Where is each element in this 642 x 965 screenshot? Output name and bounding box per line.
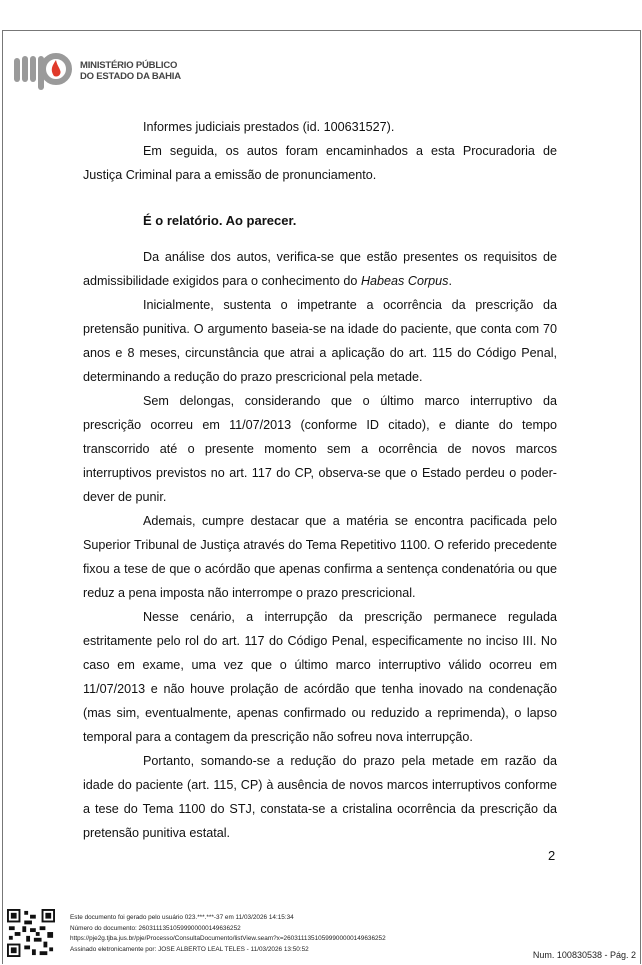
org-name-line2: DO ESTADO DA BAHIA — [80, 71, 181, 82]
emphasis: Habeas Corpus — [360, 274, 449, 288]
org-name-line1: MINISTÉRIO PÚBLICO — [80, 60, 178, 71]
footer-generated-by: Este documento foi gerado pelo usuário 023.***.***-37 em 11/03/2026 14:15:34 — [70, 914, 294, 921]
paragraph: Sem delongas, considerando que o último marco interruptivo da prescrição ocorreu em 11/07/2013 (conforme ID citado), e diante do tempo transcorrido até o presente momento sem a ocorrência de novos marcos interruptivos previstos no art. 117 do CP, observa-se que o Estado perdeu o poder-dever de punir. — [83, 394, 557, 504]
paragraph: Ademais, cumpre destacar que a matéria se encontra pacificada pelo Superior Tribunal de Justiça através do Tema Repetitivo 1100. O referido precedente fixou a tese de que o acórdão que apenas confirma a sentença condenatória ou que reduz a pena imposta não interrompe o prazo prescricional. — [83, 514, 557, 600]
paragraph — [83, 245, 557, 293]
paragraph: Informes judiciais prestados (id. 100631527). — [143, 120, 395, 134]
paragraph: Em seguida, os autos foram encaminhados a esta Procuradoria de Justiça Criminal para a emissão de pronunciamento. — [83, 144, 557, 182]
qr-code-icon — [7, 908, 55, 958]
text: Da análise dos autos, verifica-se que estão presentes os requisitos de admissibilidade exigidos para o conhecimento do — [83, 250, 557, 288]
footer-signature: Assinado eletronicamente por: JOSE ALBERTO LEAL TELES - 11/03/2026 13:50:52 — [70, 945, 309, 953]
section-heading: É o relatório. Ao parecer. — [143, 213, 297, 228]
paragraph: Inicialmente, sustenta o impetrante a ocorrência da prescrição da pretensão punitiva. O argumento baseia-se na idade do paciente, que conta com 70 anos e 8 meses, circunstância que atrai a aplicação do art. 115 do Código Penal, determinando a redução do prazo prescricional pela metade. — [83, 298, 557, 384]
mp-logo-icon — [12, 50, 72, 92]
paragraph: Nesse cenário, a interrupção da prescrição permanece regulada estritamente pelo rol do art. 117 do Código Penal, especificamente no inciso III. No caso em exame, uma vez que o último marco interruptivo válido ocorreu em 11/07/2013 e não houve prolação de acórdão que tenha inovado na condenação (mas sim, eventualmente, apenas confirmado ou reduzido a reprimenda), o lapso temporal para a contagem da prescrição não sofreu nova interrupção. — [83, 610, 557, 744]
document-num-page: Num. 100830538 - Pág. 2 — [532, 950, 636, 960]
footer-url: https://pje2g.tjba.jus.br/pje/Processo/ConsultaDocumento/listView.seam?x=26031113510599900000149636252 — [70, 935, 386, 942]
paragraph: Portanto, somando-se a redução do prazo pela metade em razão da idade do paciente (art. 115, CP) à ausência de novos marcos interruptivos conforme a tese do Tema 1100 do STJ, constata-se a cristalina ocorrência da prescrição da pretensão punitiva estatal. — [83, 754, 557, 840]
footer-document-number: Número do documento: 26031113510599900000149636252 — [70, 924, 241, 932]
document-footer — [70, 913, 386, 955]
page-number: 2 — [548, 848, 556, 863]
text: . — [448, 274, 452, 288]
document-body — [83, 115, 557, 845]
mp-bahia-logo — [12, 50, 181, 92]
